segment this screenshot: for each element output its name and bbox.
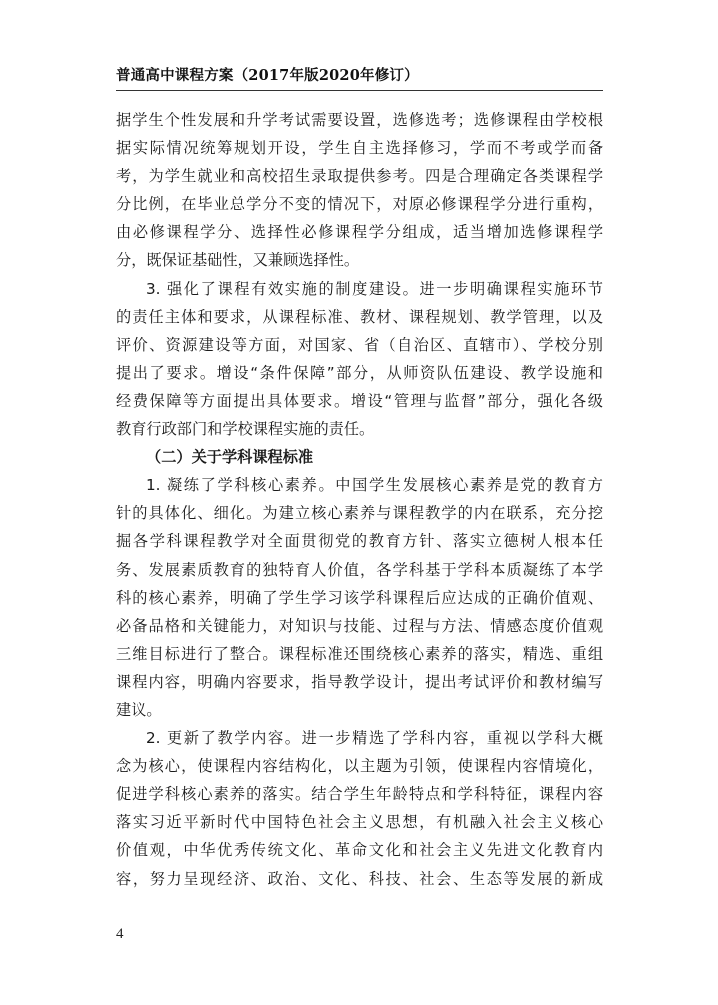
text-line: 念为核心，使课程内容结构化，以主题为引领，使课程内容情境化， bbox=[116, 757, 603, 776]
paragraph-start-line: 2. 更新了教学内容。进一步精选了学科内容，重视以学科大概 bbox=[146, 729, 603, 748]
text-line: 提出了要求。增设“条件保障”部分，从师资队伍建设、教学设施和 bbox=[116, 363, 603, 382]
text-line: 的责任主体和要求，从课程标准、教材、课程规划、教学管理，以及 bbox=[116, 307, 603, 326]
text-line: 必备品格和关键能力，对知识与技能、过程与方法、情感态度价值观 bbox=[116, 616, 603, 635]
running-header: 普通高中课程方案（2017年版2020年修订） bbox=[116, 67, 419, 84]
text-line: 建议。 bbox=[116, 700, 162, 719]
text-line: 教育行政部门和学校课程实施的责任。 bbox=[116, 420, 375, 439]
page-number: 4 bbox=[116, 926, 124, 942]
header-rule bbox=[116, 90, 603, 91]
text-line: 掘各学科课程教学对全面贯彻党的教育方针、落实立德树人根本任 bbox=[116, 532, 603, 551]
text-line: 落实习近平新时代中国特色社会主义思想，有机融入社会主义核心 bbox=[116, 813, 603, 832]
text-line: 据学生个性发展和升学考试需要设置，选修选考；选修课程由学校根 bbox=[116, 111, 603, 129]
text-line: 容，努力呈现经济、政治、文化、科技、社会、生态等发展的新成 bbox=[116, 869, 603, 888]
text-line: 分比例，在毕业总学分不变的情况下，对原必修课程学分进行重构， bbox=[116, 195, 603, 214]
text-line: 三维目标进行了整合。课程标准还围绕核心素养的落实，精选、重组 bbox=[116, 644, 603, 663]
paragraph-start-line: 3. 强化了课程有效实施的制度建设。进一步明确课程实施环节 bbox=[146, 279, 603, 298]
text-line: 针的具体化、细化。为建立核心素养与课程教学的内在联系，充分挖 bbox=[116, 504, 603, 523]
text-line: 评价、资源建设等方面，对国家、省（自治区、直辖市）、学校分别 bbox=[116, 335, 603, 354]
text-line: 课程内容，明确内容要求，指导教学设计，提出考试评价和教材编写 bbox=[116, 672, 603, 691]
text-line: 考，为学生就业和高校招生录取提供参考。四是合理确定各类课程学 bbox=[116, 167, 603, 186]
body-text bbox=[116, 106, 603, 893]
text-line: 由必修课程学分、选择性必修课程学分组成，适当增加选修课程学 bbox=[116, 223, 603, 242]
text-line: 据实际情况统筹规划开设，学生自主选择修习，学而不考或学而备 bbox=[116, 139, 603, 158]
section-heading: （二）关于学科课程标准 bbox=[146, 448, 314, 467]
text-line: 务、发展素质教育的独特育人价值，各学科基于学科本质凝练了本学 bbox=[116, 560, 603, 579]
paragraph-start-line: 1. 凝练了学科核心素养。中国学生发展核心素养是党的教育方 bbox=[146, 476, 603, 495]
text-line: 促进学科核心素养的落实。结合学生年龄特点和学科特征，课程内容 bbox=[116, 785, 603, 804]
text-line: 价值观，中华优秀传统文化、革命文化和社会主义先进文化教育内 bbox=[116, 841, 603, 860]
text-line: 经费保障等方面提出具体要求。增设“管理与监督”部分，强化各级 bbox=[116, 391, 603, 410]
text-line: 分，既保证基础性，又兼顾选择性。 bbox=[116, 251, 359, 270]
text-line: 科的核心素养，明确了学生学习该学科课程后应达成的正确价值观、 bbox=[116, 588, 603, 607]
